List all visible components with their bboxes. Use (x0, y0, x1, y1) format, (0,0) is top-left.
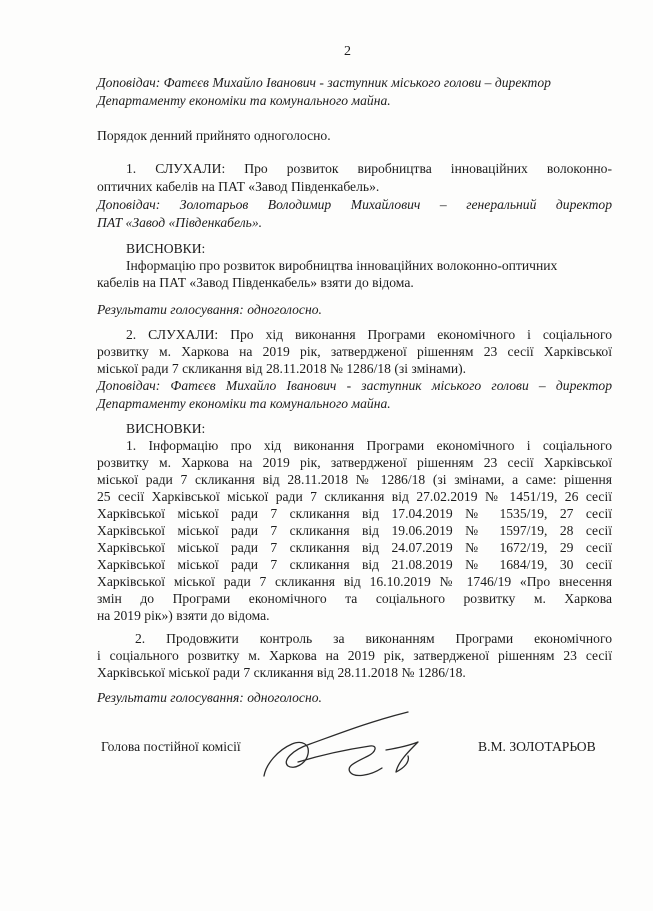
item2-c1-line: 1. Інформацію про хід виконання Програми економічного і соціального (126, 438, 612, 453)
item1-conclusion-line-2: кабелів на ПАТ «Завод Південкабель» взяти до відома. (97, 275, 414, 290)
item1-heard-line-2: оптичних кабелів на ПАТ «Завод Південкабель». (97, 179, 380, 194)
speaker-intro-line-2: Департаменту економіки та комунального майна. (97, 93, 391, 108)
signature-position: Голова постійної комісії (101, 739, 241, 754)
item2-c1-line: Харківської міської ради 7 скликання від 24.07.2019 № 1672/19, 29 сесії (97, 540, 612, 555)
item2-heard-line-3: міської ради 7 скликання від 28.11.2018 № 1286/18 (зі змінами). (97, 361, 467, 376)
item2-vote-result: Результати голосування: одноголосно. (97, 690, 322, 705)
item2-speaker-line-2: Департаменту економіки та комунального майна. (97, 396, 391, 411)
item2-c1-line: Харківської міської ради 7 скликання від 21.08.2019 № 1684/19, 30 сесії (97, 557, 612, 572)
item2-c1-line: на 2019 рік») взяти до відома. (97, 608, 270, 623)
signature-name: В.М. ЗОЛОТАРЬОВ (478, 739, 596, 754)
item2-c2-line: Харківської міської ради 7 скликання від 28.11.2018 № 1286/18. (97, 665, 466, 680)
item1-speaker-line-2: ПАТ «Завод «Південкабель». (97, 215, 263, 230)
item1-speaker-line-1: Доповідач: Золотарьов Володимир Михайлович – генеральний директор (97, 197, 612, 212)
item1-heard-line-1: 1. СЛУХАЛИ: Про розвиток виробництва інноваційних волоконно- (126, 161, 612, 176)
item2-conclusions-label: ВИСНОВКИ: (126, 421, 206, 436)
agenda-adopted: Порядок денний прийнято одноголосно. (97, 128, 331, 143)
item2-c1-line: змін до Програми економічного та соціального розвитку м. Харкова (97, 591, 612, 606)
item1-conclusions-label: ВИСНОВКИ: (126, 241, 206, 256)
item1-conclusion-line-1: Інформацію про розвиток виробництва інноваційних волоконно-оптичних (126, 258, 558, 273)
item2-c1-line: Харківської міської ради 7 скликання від 17.04.2019 № 1535/19, 27 сесії (97, 506, 612, 521)
page-number: 2 (344, 44, 351, 59)
item2-c2-line: і соціального розвитку м. Харкова на 2019 рік, затвердженої рішенням 23 сесії (97, 648, 612, 663)
item1-vote-result: Результати голосування: одноголосно. (97, 302, 322, 317)
item2-c2-line: 2. Продовжити контроль за виконанням Програми економічного (135, 631, 612, 646)
item2-c1-line: Харківської міської ради 7 скликання від 19.06.2019 № 1597/19, 28 сесії (97, 523, 612, 538)
item2-heard-line-1: 2. СЛУХАЛИ: Про хід виконання Програми економічного і соціального (126, 327, 612, 342)
item2-speaker-line-1: Доповідач: Фатєєв Михайло Іванович - заступник міського голови – директор (97, 378, 612, 393)
speaker-intro-line-1: Доповідач: Фатєєв Михайло Іванович - заступник міського голови – директор (97, 75, 551, 90)
item2-c1-line: Харківської міської ради 7 скликання від 16.10.2019 № 1746/19 «Про внесення (97, 574, 612, 589)
item2-heard-line-2: розвитку м. Харкова на 2019 рік, затвердженої рішенням 23 сесії Харківської (97, 344, 612, 359)
handwritten-signature (258, 706, 438, 784)
item2-c1-line: 25 сесії Харківської міської ради 7 скликання від 27.02.2019 № 1451/19, 26 сесії (97, 489, 612, 504)
item2-c1-line: розвитку м. Харкова на 2019 рік, затвердженої рішенням 23 сесії Харківської (97, 455, 612, 470)
item2-c1-line: міської ради 7 скликання від 28.11.2018 № 1286/18 (зі змінами, а саме: рішення (97, 472, 612, 487)
